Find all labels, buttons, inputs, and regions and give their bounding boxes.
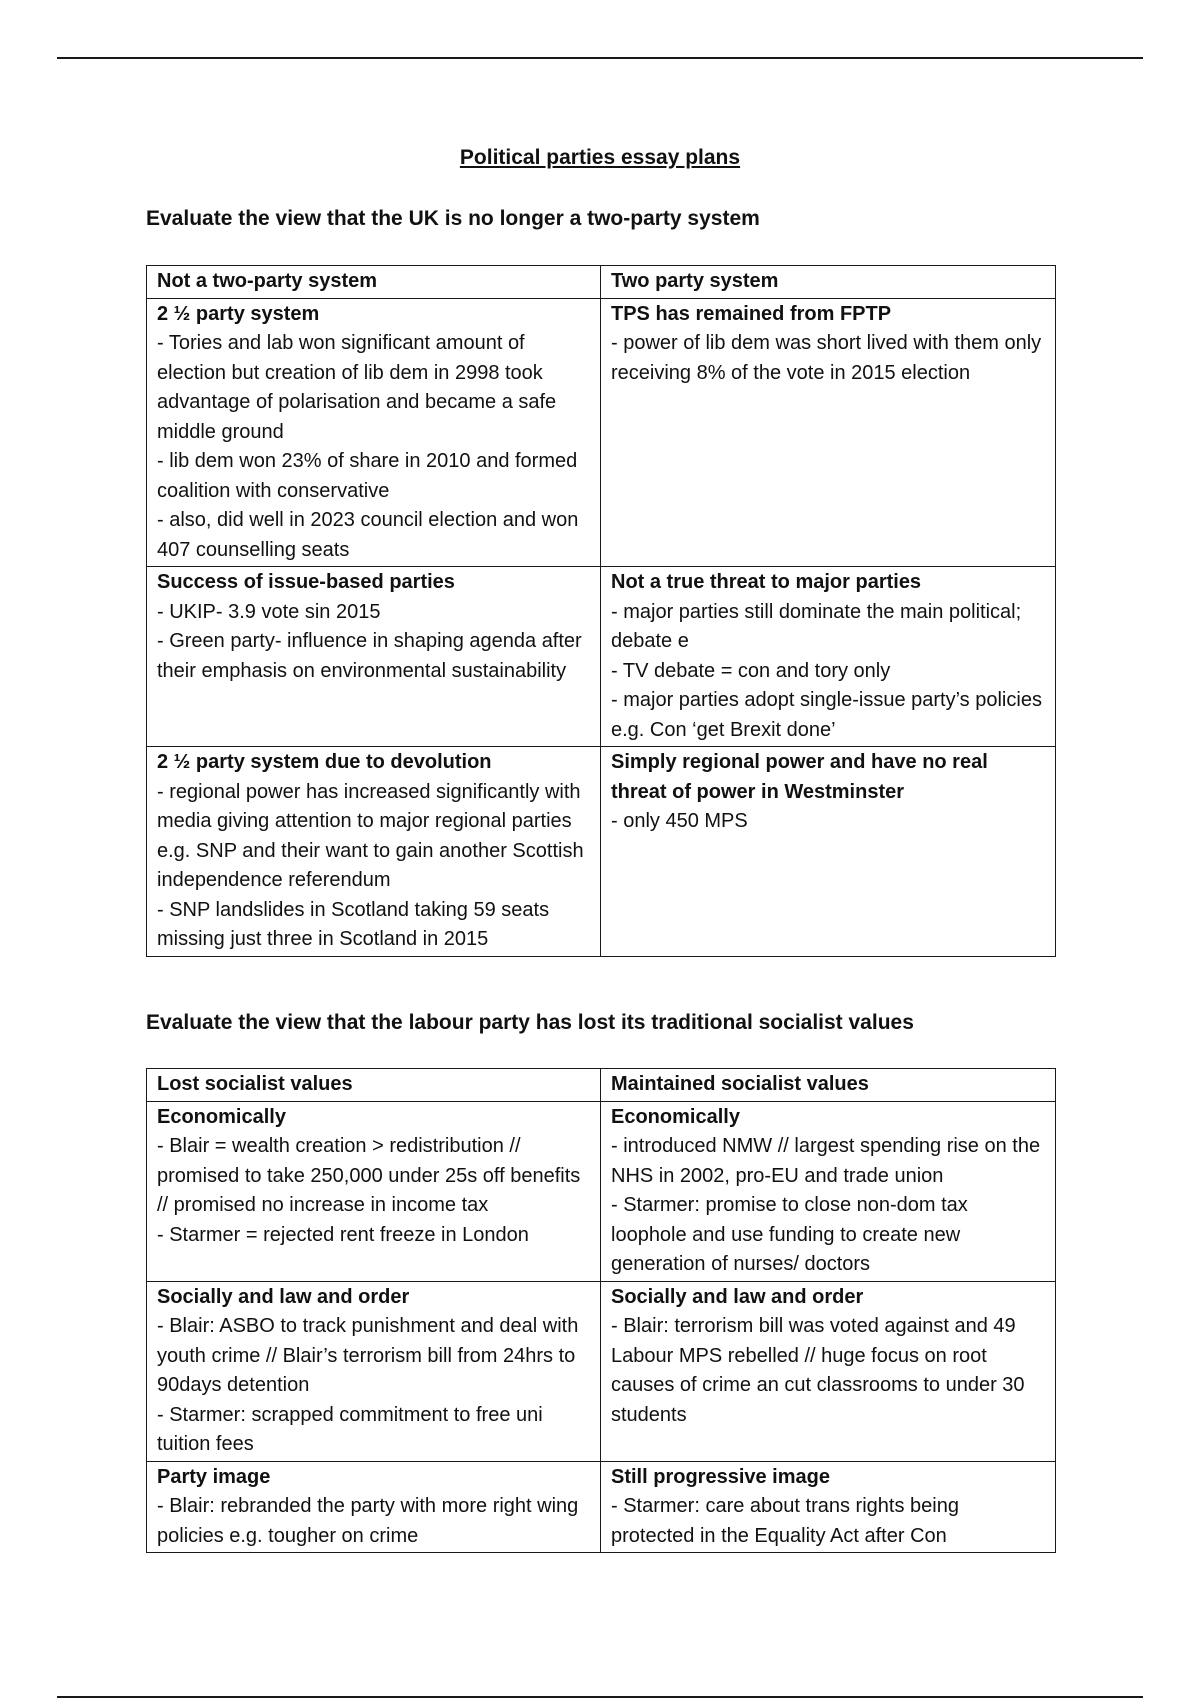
table-cell: [147, 298, 601, 567]
table-header-row: [147, 1069, 1056, 1102]
cell-point: - UKIP- 3.9 vote sin 2015: [157, 600, 381, 623]
table-row: [147, 1461, 1056, 1553]
table-cell: [147, 1101, 601, 1281]
cell-point: - also, did well in 2023 council election and won 407 counselling seats: [157, 509, 579, 561]
two-party-system-table: [146, 265, 1056, 957]
cell-point: - Starmer = rejected rent freeze in London: [157, 1223, 529, 1246]
table-cell: [147, 1281, 601, 1461]
cell-heading: Economically: [611, 1105, 740, 1128]
table-row: [147, 1101, 1056, 1281]
cell-point: - Blair: rebranded the party with more right wing policies e.g. tougher on crime: [157, 1495, 579, 1547]
table-row: [147, 298, 1056, 567]
table-cell: [147, 1461, 601, 1553]
labour-values-table: [146, 1068, 1056, 1553]
table-cell: [601, 747, 1056, 957]
table-cell: [601, 1281, 1056, 1461]
table-cell: [601, 1101, 1056, 1281]
cell-heading: Economically: [157, 1105, 286, 1128]
cell-heading: Not a true threat to major parties: [611, 571, 922, 593]
table-cell: [601, 567, 1056, 747]
cell-point: - SNP landslides in Scotland taking 59 seats missing just three in Scotland in 2015: [157, 898, 550, 950]
cell-point: - Starmer: care about trans rights being protected in the Equality Act after Con: [611, 1495, 959, 1547]
cell-point: - Blair = wealth creation > redistribution // promised to take 250,000 under 25s off benefits // promised no increase in income tax: [157, 1135, 581, 1216]
header-rule: [57, 57, 1143, 59]
cell-point: - Starmer: scrapped commitment to free uni tuition fees: [157, 1403, 543, 1455]
cell-point: - power of lib dem was short lived with them only receiving 8% of the vote in 2015 election: [611, 332, 1042, 384]
cell-heading: Socially and law and order: [157, 1285, 410, 1308]
cell-heading: Still progressive image: [611, 1465, 830, 1488]
column-header: Not a two-party system: [147, 266, 601, 299]
cell-point: - introduced NMW // largest spending rise on the NHS in 2002, pro-EU and trade union: [611, 1135, 1041, 1187]
cell-point: - regional power has increased significantly with media giving attention to major regional parties e.g. SNP and their want to gain another Scottish independence referendum: [157, 780, 584, 891]
cell-heading: Socially and law and order: [611, 1285, 864, 1308]
table-cell: [601, 1461, 1056, 1553]
table-row: [147, 747, 1056, 957]
cell-heading: Simply regional power and have no real threat of power in Westminster: [611, 751, 988, 803]
question-two-party-system: Evaluate the view that the UK is no longer a two-party system: [146, 207, 760, 230]
cell-point: - Blair: ASBO to track punishment and deal with youth crime // Blair’s terrorism bill from 24hrs to 90days detention: [157, 1315, 579, 1396]
table-cell: [147, 747, 601, 957]
cell-point: - Blair: terrorism bill was voted against and 49 Labour MPS rebelled // huge focus on root causes of crime an cut classrooms to under 30 students: [611, 1315, 1025, 1426]
cell-point: - major parties adopt single-issue party’s policies e.g. Con ‘get Brexit done’: [611, 689, 1042, 741]
cell-point: - Tories and lab won significant amount of election but creation of lib dem in 2998 took advantage of polarisation and became a safe middle ground: [157, 332, 557, 443]
cell-heading: 2 ½ party system due to devolution: [157, 751, 492, 773]
footer-rule: [57, 1696, 1143, 1698]
cell-point: - TV debate = con and tory only: [611, 659, 891, 682]
column-header: Lost socialist values: [147, 1069, 601, 1102]
cell-heading: Party image: [157, 1465, 271, 1488]
table-cell: [147, 567, 601, 747]
table-row: [147, 1281, 1056, 1461]
cell-point: - Starmer: promise to close non-dom tax loophole and use funding to create new generation of nurses/ doctors: [611, 1194, 968, 1275]
cell-heading: TPS has remained from FPTP: [611, 302, 892, 325]
cell-heading: 2 ½ party system: [157, 302, 320, 325]
cell-point: - major parties still dominate the main political; debate e: [611, 600, 1022, 652]
column-header: Two party system: [601, 266, 1056, 299]
document-title: Political parties essay plans: [459, 146, 741, 169]
cell-heading: Success of issue-based parties: [157, 571, 455, 593]
cell-point: - lib dem won 23% of share in 2010 and formed coalition with conservative: [157, 450, 578, 502]
table-row: [147, 567, 1056, 747]
question-labour-socialist-values: Evaluate the view that the labour party has lost its traditional socialist values: [146, 1011, 914, 1034]
cell-point: - Green party- influence in shaping agenda after their emphasis on environmental sustainability: [157, 630, 582, 682]
table-header-row: [147, 266, 1056, 299]
cell-point: - only 450 MPS: [611, 810, 748, 832]
table-cell: [601, 298, 1056, 567]
column-header: Maintained socialist values: [601, 1069, 1056, 1102]
